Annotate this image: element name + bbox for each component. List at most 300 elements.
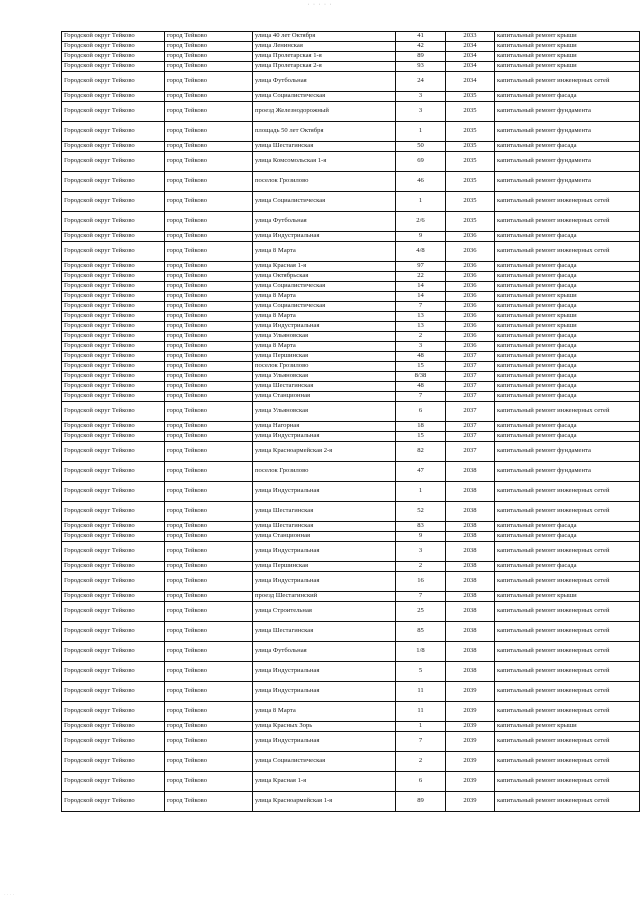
table-row — [62, 752, 640, 772]
municipality-cell: Городской округ Тейково — [62, 562, 165, 572]
municipality-cell: Городской округ Тейково — [62, 312, 165, 322]
house-number-cell: 97 — [396, 262, 446, 272]
work-type-cell: капитальный ремонт инженерных сетей — [495, 212, 640, 232]
house-number-cell: 13 — [396, 312, 446, 322]
work-type-cell: капитальный ремонт инженерных сетей — [495, 542, 640, 562]
work-type-cell: капитальный ремонт фасада — [495, 142, 640, 152]
year-cell: 2039 — [446, 732, 495, 752]
city-cell: город Тейково — [165, 772, 253, 792]
year-cell: 2037 — [446, 422, 495, 432]
work-type-cell: капитальный ремонт инженерных сетей — [495, 772, 640, 792]
table-row — [62, 772, 640, 792]
municipality-cell: Городской округ Тейково — [62, 102, 165, 122]
municipality-cell: Городской округ Тейково — [62, 402, 165, 422]
year-cell: 2036 — [446, 332, 495, 342]
house-number-cell: 47 — [396, 462, 446, 482]
house-number-cell: 2 — [396, 562, 446, 572]
year-cell: 2036 — [446, 262, 495, 272]
street-cell: улица 8 Марта — [253, 312, 396, 322]
work-type-cell: капитальный ремонт фундамента — [495, 172, 640, 192]
municipality-cell: Городской округ Тейково — [62, 352, 165, 362]
city-cell: город Тейково — [165, 302, 253, 312]
street-cell: улица Футбольная — [253, 642, 396, 662]
city-cell: город Тейково — [165, 602, 253, 622]
street-cell: улица Индустриальная — [253, 542, 396, 562]
city-cell: город Тейково — [165, 392, 253, 402]
municipality-cell: Городской округ Тейково — [62, 592, 165, 602]
year-cell: 2035 — [446, 152, 495, 172]
street-cell: улица Индустриальная — [253, 322, 396, 332]
table-row — [62, 242, 640, 262]
city-cell: город Тейково — [165, 152, 253, 172]
municipality-cell: Городской округ Тейково — [62, 572, 165, 592]
house-number-cell: 15 — [396, 432, 446, 442]
city-cell: город Тейково — [165, 352, 253, 362]
city-cell: город Тейково — [165, 722, 253, 732]
city-cell: город Тейково — [165, 312, 253, 322]
table-row — [62, 272, 640, 282]
table-row — [62, 572, 640, 592]
street-cell: улица Социалистическая — [253, 302, 396, 312]
table-row — [62, 342, 640, 352]
municipality-cell: Городской округ Тейково — [62, 382, 165, 392]
city-cell: город Тейково — [165, 462, 253, 482]
municipality-cell: Городской округ Тейково — [62, 322, 165, 332]
street-cell: проезд Железнодорожный — [253, 102, 396, 122]
year-cell: 2036 — [446, 242, 495, 262]
register-sheet — [61, 31, 639, 812]
street-cell: улица 8 Марта — [253, 242, 396, 262]
municipality-cell: Городской округ Тейково — [62, 302, 165, 312]
table-row — [62, 442, 640, 462]
work-type-cell: капитальный ремонт фасада — [495, 302, 640, 312]
work-type-cell: капитальный ремонт фасада — [495, 282, 640, 292]
year-cell: 2038 — [446, 602, 495, 622]
municipality-cell: Городской округ Тейково — [62, 442, 165, 462]
house-number-cell: 2 — [396, 332, 446, 342]
street-cell: улица Станционная — [253, 392, 396, 402]
house-number-cell: 1/8 — [396, 642, 446, 662]
street-cell: улица Пролетарская 2-я — [253, 62, 396, 72]
city-cell: город Тейково — [165, 332, 253, 342]
table-row — [62, 62, 640, 72]
municipality-cell: Городской округ Тейково — [62, 42, 165, 52]
house-number-cell: 41 — [396, 32, 446, 42]
work-type-cell: капитальный ремонт инженерных сетей — [495, 682, 640, 702]
repair-schedule-table — [61, 31, 640, 812]
city-cell: город Тейково — [165, 532, 253, 542]
street-cell: улица 8 Марта — [253, 702, 396, 722]
city-cell: город Тейково — [165, 622, 253, 642]
year-cell: 2038 — [446, 642, 495, 662]
house-number-cell: 7 — [396, 592, 446, 602]
year-cell: 2038 — [446, 572, 495, 592]
house-number-cell: 69 — [396, 152, 446, 172]
table-row — [62, 532, 640, 542]
year-cell: 2037 — [446, 362, 495, 372]
street-cell: улица 8 Марта — [253, 342, 396, 352]
table-row — [62, 302, 640, 312]
municipality-cell: Городской округ Тейково — [62, 392, 165, 402]
year-cell: 2037 — [446, 372, 495, 382]
year-cell: 2038 — [446, 662, 495, 682]
street-cell: поселок Грозилово — [253, 362, 396, 372]
city-cell: город Тейково — [165, 32, 253, 42]
city-cell: город Тейково — [165, 322, 253, 332]
work-type-cell: капитальный ремонт инженерных сетей — [495, 622, 640, 642]
table-row — [62, 542, 640, 562]
year-cell: 2039 — [446, 702, 495, 722]
municipality-cell: Городской округ Тейково — [62, 702, 165, 722]
municipality-cell: Городской округ Тейково — [62, 172, 165, 192]
street-cell: улица Индустриальная — [253, 232, 396, 242]
year-cell: 2038 — [446, 522, 495, 532]
city-cell: город Тейково — [165, 122, 253, 142]
municipality-cell: Городской округ Тейково — [62, 192, 165, 212]
work-type-cell: капитальный ремонт фасада — [495, 262, 640, 272]
year-cell: 2036 — [446, 292, 495, 302]
table-row — [62, 682, 640, 702]
city-cell: город Тейково — [165, 242, 253, 262]
work-type-cell: капитальный ремонт фундамента — [495, 152, 640, 172]
house-number-cell: 15 — [396, 362, 446, 372]
table-row — [62, 332, 640, 342]
work-type-cell: капитальный ремонт фасада — [495, 362, 640, 372]
house-number-cell: 3 — [396, 102, 446, 122]
city-cell: город Тейково — [165, 142, 253, 152]
house-number-cell: 42 — [396, 42, 446, 52]
table-row — [62, 602, 640, 622]
city-cell: город Тейково — [165, 92, 253, 102]
municipality-cell: Городской округ Тейково — [62, 62, 165, 72]
table-row — [62, 402, 640, 422]
house-number-cell: 2 — [396, 752, 446, 772]
work-type-cell: капитальный ремонт крыши — [495, 42, 640, 52]
house-number-cell: 24 — [396, 72, 446, 92]
house-number-cell: 7 — [396, 392, 446, 402]
municipality-cell: Городской округ Тейково — [62, 482, 165, 502]
house-number-cell: 48 — [396, 352, 446, 362]
street-cell: улица Першинская — [253, 562, 396, 572]
municipality-cell: Городской округ Тейково — [62, 342, 165, 352]
table-row — [62, 352, 640, 362]
year-cell: 2037 — [446, 402, 495, 422]
house-number-cell: 1 — [396, 192, 446, 212]
house-number-cell: 8/38 — [396, 372, 446, 382]
table-row — [62, 562, 640, 572]
table-row — [62, 732, 640, 752]
street-cell: улица 8 Марта — [253, 292, 396, 302]
table-row — [62, 382, 640, 392]
city-cell: город Тейково — [165, 572, 253, 592]
city-cell: город Тейково — [165, 752, 253, 772]
year-cell: 2034 — [446, 42, 495, 52]
year-cell: 2039 — [446, 682, 495, 702]
city-cell: город Тейково — [165, 662, 253, 682]
work-type-cell: капитальный ремонт инженерных сетей — [495, 192, 640, 212]
table-row — [62, 622, 640, 642]
year-cell: 2036 — [446, 232, 495, 242]
year-cell: 2035 — [446, 122, 495, 142]
municipality-cell: Городской округ Тейково — [62, 752, 165, 772]
house-number-cell: 83 — [396, 522, 446, 532]
municipality-cell: Городской округ Тейково — [62, 142, 165, 152]
work-type-cell: капитальный ремонт крыши — [495, 292, 640, 302]
work-type-cell: капитальный ремонт фасада — [495, 392, 640, 402]
city-cell: город Тейково — [165, 562, 253, 572]
house-number-cell: 11 — [396, 682, 446, 702]
year-cell: 2039 — [446, 772, 495, 792]
street-cell: улица Нагорная — [253, 422, 396, 432]
work-type-cell: капитальный ремонт фасада — [495, 352, 640, 362]
year-cell: 2037 — [446, 382, 495, 392]
city-cell: город Тейково — [165, 442, 253, 462]
table-row — [62, 72, 640, 92]
municipality-cell: Городской округ Тейково — [62, 432, 165, 442]
house-number-cell: 18 — [396, 422, 446, 432]
city-cell: город Тейково — [165, 102, 253, 122]
street-cell: улица Футбольная — [253, 72, 396, 92]
table-body — [62, 32, 640, 812]
year-cell: 2035 — [446, 92, 495, 102]
municipality-cell: Городской округ Тейково — [62, 32, 165, 42]
work-type-cell: капитальный ремонт крыши — [495, 62, 640, 72]
table-row — [62, 52, 640, 62]
work-type-cell: капитальный ремонт фасада — [495, 422, 640, 432]
municipality-cell: Городской округ Тейково — [62, 642, 165, 662]
page-header-mark: · · · · · — [307, 2, 333, 8]
city-cell: город Тейково — [165, 402, 253, 422]
table-row — [62, 522, 640, 532]
city-cell: город Тейково — [165, 682, 253, 702]
year-cell: 2036 — [446, 282, 495, 292]
work-type-cell: капитальный ремонт инженерных сетей — [495, 72, 640, 92]
city-cell: город Тейково — [165, 72, 253, 92]
work-type-cell: капитальный ремонт инженерных сетей — [495, 732, 640, 752]
year-cell: 2036 — [446, 312, 495, 322]
street-cell: улица Индустриальная — [253, 572, 396, 592]
work-type-cell: капитальный ремонт фасада — [495, 342, 640, 352]
street-cell: улица Ульяновская — [253, 332, 396, 342]
table-row — [62, 482, 640, 502]
street-cell: улица Социалистическая — [253, 192, 396, 212]
street-cell: поселок Грозилово — [253, 462, 396, 482]
municipality-cell: Городской округ Тейково — [62, 122, 165, 142]
table-row — [62, 392, 640, 402]
house-number-cell: 89 — [396, 52, 446, 62]
street-cell: улица Социалистическая — [253, 282, 396, 292]
house-number-cell: 2/6 — [396, 212, 446, 232]
city-cell: город Тейково — [165, 172, 253, 192]
street-cell: улица Социалистическая — [253, 92, 396, 102]
municipality-cell: Городской округ Тейково — [62, 542, 165, 562]
street-cell: улица Ульяновская — [253, 372, 396, 382]
year-cell: 2038 — [446, 482, 495, 502]
year-cell: 2035 — [446, 102, 495, 122]
work-type-cell: капитальный ремонт инженерных сетей — [495, 792, 640, 812]
year-cell: 2035 — [446, 192, 495, 212]
work-type-cell: капитальный ремонт фасада — [495, 372, 640, 382]
city-cell: город Тейково — [165, 382, 253, 392]
street-cell: улица Строительная — [253, 602, 396, 622]
work-type-cell: капитальный ремонт фасада — [495, 562, 640, 572]
municipality-cell: Городской округ Тейково — [62, 362, 165, 372]
house-number-cell: 11 — [396, 702, 446, 722]
street-cell: проезд Шестагинский — [253, 592, 396, 602]
municipality-cell: Городской округ Тейково — [62, 602, 165, 622]
year-cell: 2036 — [446, 272, 495, 282]
city-cell: город Тейково — [165, 212, 253, 232]
house-number-cell: 89 — [396, 792, 446, 812]
year-cell: 2035 — [446, 212, 495, 232]
year-cell: 2039 — [446, 792, 495, 812]
work-type-cell: капитальный ремонт инженерных сетей — [495, 242, 640, 262]
table-row — [62, 462, 640, 482]
street-cell: улица Красная 1-я — [253, 262, 396, 272]
city-cell: город Тейково — [165, 42, 253, 52]
table-row — [62, 702, 640, 722]
work-type-cell: капитальный ремонт крыши — [495, 52, 640, 62]
house-number-cell: 3 — [396, 542, 446, 562]
city-cell: город Тейково — [165, 432, 253, 442]
street-cell: улица Социалистическая — [253, 752, 396, 772]
street-cell: улица Индустриальная — [253, 732, 396, 752]
table-row — [62, 662, 640, 682]
house-number-cell: 46 — [396, 172, 446, 192]
street-cell: площадь 50 лет Октября — [253, 122, 396, 142]
work-type-cell: капитальный ремонт фасада — [495, 532, 640, 542]
year-cell: 2038 — [446, 462, 495, 482]
year-cell: 2038 — [446, 562, 495, 572]
work-type-cell: капитальный ремонт фасада — [495, 332, 640, 342]
street-cell: улица Красных Зорь — [253, 722, 396, 732]
house-number-cell: 6 — [396, 402, 446, 422]
street-cell: улица Индустриальная — [253, 482, 396, 502]
street-cell: улица Ленинская — [253, 42, 396, 52]
street-cell: улица Красноармейская 1-я — [253, 792, 396, 812]
work-type-cell: капитальный ремонт фундамента — [495, 462, 640, 482]
table-row — [62, 212, 640, 232]
house-number-cell: 16 — [396, 572, 446, 592]
table-row — [62, 42, 640, 52]
city-cell: город Тейково — [165, 272, 253, 282]
work-type-cell: капитальный ремонт инженерных сетей — [495, 502, 640, 522]
street-cell: улица Станционная — [253, 532, 396, 542]
table-row — [62, 432, 640, 442]
work-type-cell: капитальный ремонт инженерных сетей — [495, 402, 640, 422]
work-type-cell: капитальный ремонт фасада — [495, 382, 640, 392]
house-number-cell: 1 — [396, 722, 446, 732]
house-number-cell: 14 — [396, 292, 446, 302]
year-cell: 2039 — [446, 722, 495, 732]
table-row — [62, 172, 640, 192]
table-row — [62, 642, 640, 662]
work-type-cell: капитальный ремонт крыши — [495, 592, 640, 602]
year-cell: 2036 — [446, 342, 495, 352]
house-number-cell: 1 — [396, 482, 446, 502]
table-row — [62, 592, 640, 602]
city-cell: город Тейково — [165, 542, 253, 562]
year-cell: 2036 — [446, 302, 495, 312]
work-type-cell: капитальный ремонт инженерных сетей — [495, 482, 640, 502]
work-type-cell: капитальный ремонт инженерных сетей — [495, 662, 640, 682]
municipality-cell: Городской округ Тейково — [62, 522, 165, 532]
city-cell: город Тейково — [165, 792, 253, 812]
street-cell: улица Футбольная — [253, 212, 396, 232]
table-row — [62, 232, 640, 242]
street-cell: улица Шестагинская — [253, 522, 396, 532]
municipality-cell: Городской округ Тейково — [62, 272, 165, 282]
year-cell: 2038 — [446, 622, 495, 642]
table-row — [62, 282, 640, 292]
year-cell: 2039 — [446, 752, 495, 772]
city-cell: город Тейково — [165, 502, 253, 522]
work-type-cell: капитальный ремонт фундамента — [495, 102, 640, 122]
municipality-cell: Городской округ Тейково — [62, 72, 165, 92]
table-row — [62, 192, 640, 212]
table-row — [62, 422, 640, 432]
municipality-cell: Городской округ Тейково — [62, 772, 165, 792]
street-cell: поселок Грозилово — [253, 172, 396, 192]
house-number-cell: 93 — [396, 62, 446, 72]
street-cell: улица Индустриальная — [253, 682, 396, 702]
work-type-cell: капитальный ремонт фасада — [495, 432, 640, 442]
municipality-cell: Городской округ Тейково — [62, 212, 165, 232]
municipality-cell: Городской округ Тейково — [62, 152, 165, 172]
work-type-cell: капитальный ремонт фундамента — [495, 122, 640, 142]
house-number-cell: 4/8 — [396, 242, 446, 262]
street-cell: улица Шестагинская — [253, 502, 396, 522]
year-cell: 2036 — [446, 322, 495, 332]
table-row — [62, 362, 640, 372]
street-cell: улица Красная 1-я — [253, 772, 396, 792]
work-type-cell: капитальный ремонт крыши — [495, 32, 640, 42]
street-cell: улица Шестагинская — [253, 142, 396, 152]
table-row — [62, 92, 640, 102]
street-cell: улица Индустриальная — [253, 432, 396, 442]
work-type-cell: капитальный ремонт инженерных сетей — [495, 572, 640, 592]
city-cell: город Тейково — [165, 52, 253, 62]
house-number-cell: 48 — [396, 382, 446, 392]
city-cell: город Тейково — [165, 702, 253, 722]
city-cell: город Тейково — [165, 262, 253, 272]
municipality-cell: Городской округ Тейково — [62, 422, 165, 432]
house-number-cell: 1 — [396, 122, 446, 142]
street-cell: улица Першинская — [253, 352, 396, 362]
house-number-cell: 5 — [396, 662, 446, 682]
table-row — [62, 322, 640, 332]
street-cell: улица Шестагинская — [253, 382, 396, 392]
municipality-cell: Городской округ Тейково — [62, 292, 165, 302]
table-row — [62, 122, 640, 142]
municipality-cell: Городской округ Тейково — [62, 52, 165, 62]
house-number-cell: 3 — [396, 92, 446, 102]
city-cell: город Тейково — [165, 232, 253, 242]
table-row — [62, 312, 640, 322]
municipality-cell: Городской округ Тейково — [62, 792, 165, 812]
city-cell: город Тейково — [165, 592, 253, 602]
work-type-cell: капитальный ремонт крыши — [495, 722, 640, 732]
table-row — [62, 792, 640, 812]
municipality-cell: Городской округ Тейково — [62, 532, 165, 542]
work-type-cell: капитальный ремонт фасада — [495, 522, 640, 532]
street-cell: улица 40 лет Октября — [253, 32, 396, 42]
street-cell: улица Красноармейская 2-я — [253, 442, 396, 462]
house-number-cell: 6 — [396, 772, 446, 792]
house-number-cell: 14 — [396, 282, 446, 292]
page-footer-mark: · · · · — [4, 893, 15, 898]
city-cell: город Тейково — [165, 282, 253, 292]
